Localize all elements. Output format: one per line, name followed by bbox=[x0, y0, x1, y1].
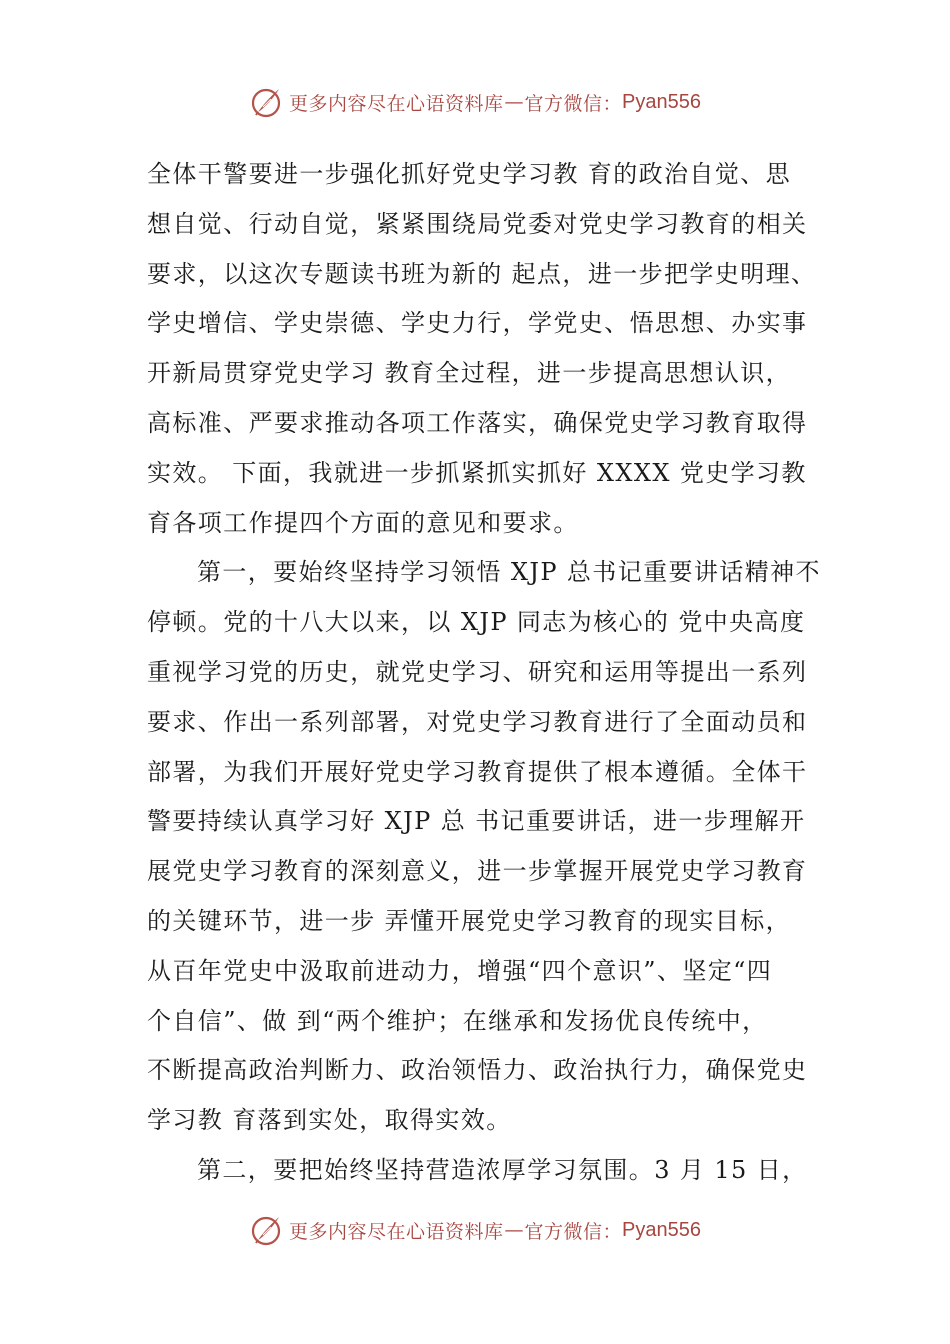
text-line: 展党史学习教育的深刻意义，进一步掌握开展党史学习教育 bbox=[147, 857, 808, 886]
quill-pen-circle-icon bbox=[249, 85, 283, 119]
text-line: 开新局贯穿党史学习 教育全过程，进一步提高思想认识， bbox=[147, 359, 792, 388]
text-line: 不断提高政治判断力、政治领悟力、政治执行力，确保党史 bbox=[147, 1056, 808, 1085]
quill-pen-circle-icon bbox=[249, 1213, 283, 1247]
text-line: 要求，以这次专题读书班为新的 起点，进一步把学史明理、 bbox=[147, 259, 817, 288]
text-line: 实效。 下面，我就进一步抓紧抓实抓好 XXXX 党史学习教 bbox=[147, 458, 807, 487]
header-banner bbox=[0, 82, 950, 122]
text-line: 个自信”、做 到“两个维护；在继承和发扬优良传统中， bbox=[147, 1006, 768, 1035]
text-line: 停顿。党的十八大以来，以 XJP 同志为核心的 党中央高度 bbox=[147, 608, 806, 637]
banner-text: 更多内容尽在心语资料库 bbox=[289, 1220, 504, 1243]
text-line: 警要持续认真学习好 XJP 总 书记重要讲话，进一步理解开 bbox=[147, 807, 806, 836]
text-line: 的关键环节，进一步 弄懂开展党史学习教育的现实目标， bbox=[147, 906, 792, 935]
banner-account: Pyan556 bbox=[622, 1218, 701, 1241]
text-line: 育各项工作提四个方面的意见和要求。 bbox=[147, 508, 579, 537]
banner-suffix: 官方微信： bbox=[524, 92, 623, 115]
text-line: 学习教 育落到实处，取得实效。 bbox=[147, 1106, 512, 1135]
paragraph-start-line: 第二，要把始终坚持营造浓厚学习氛围。3 月 15 日， bbox=[197, 1155, 808, 1184]
footer-banner bbox=[0, 1210, 950, 1250]
text-line: 部署，为我们开展好党史学习教育提供了根本遵循。全体干 bbox=[147, 757, 808, 786]
text-line: 从百年党史中汲取前进动力，增强“四个意识”、坚定“四 bbox=[147, 956, 773, 985]
text-line: 重视学习党的历史，就党史学习、研究和运用等提出一系列 bbox=[147, 657, 808, 686]
text-line: 全体干警要进一步强化抓好党史学习教 育的政治自觉、思 bbox=[147, 160, 792, 188]
banner-separator: — bbox=[504, 1219, 524, 1241]
banner-account: Pyan556 bbox=[622, 90, 701, 113]
paragraph-start-line: 第一，要始终坚持学习领悟 XJP 总书记重要讲话精神不 bbox=[197, 558, 821, 587]
document-body bbox=[147, 150, 827, 1196]
banner-suffix: 官方微信： bbox=[524, 1220, 623, 1243]
text-line: 学史增信、学史崇德、学史力行，学党史、悟思想、办实事 bbox=[147, 309, 808, 338]
text-line: 要求、作出一系列部署，对党史学习教育进行了全面动员和 bbox=[147, 707, 808, 736]
banner-separator: — bbox=[504, 91, 524, 113]
text-line: 高标准、严要求推动各项工作落实，确保党史学习教育取得 bbox=[147, 408, 808, 437]
banner-text: 更多内容尽在心语资料库 bbox=[289, 92, 504, 115]
text-line: 想自觉、行动自觉，紧紧围绕局党委对党史学习教育的相关 bbox=[147, 209, 808, 238]
